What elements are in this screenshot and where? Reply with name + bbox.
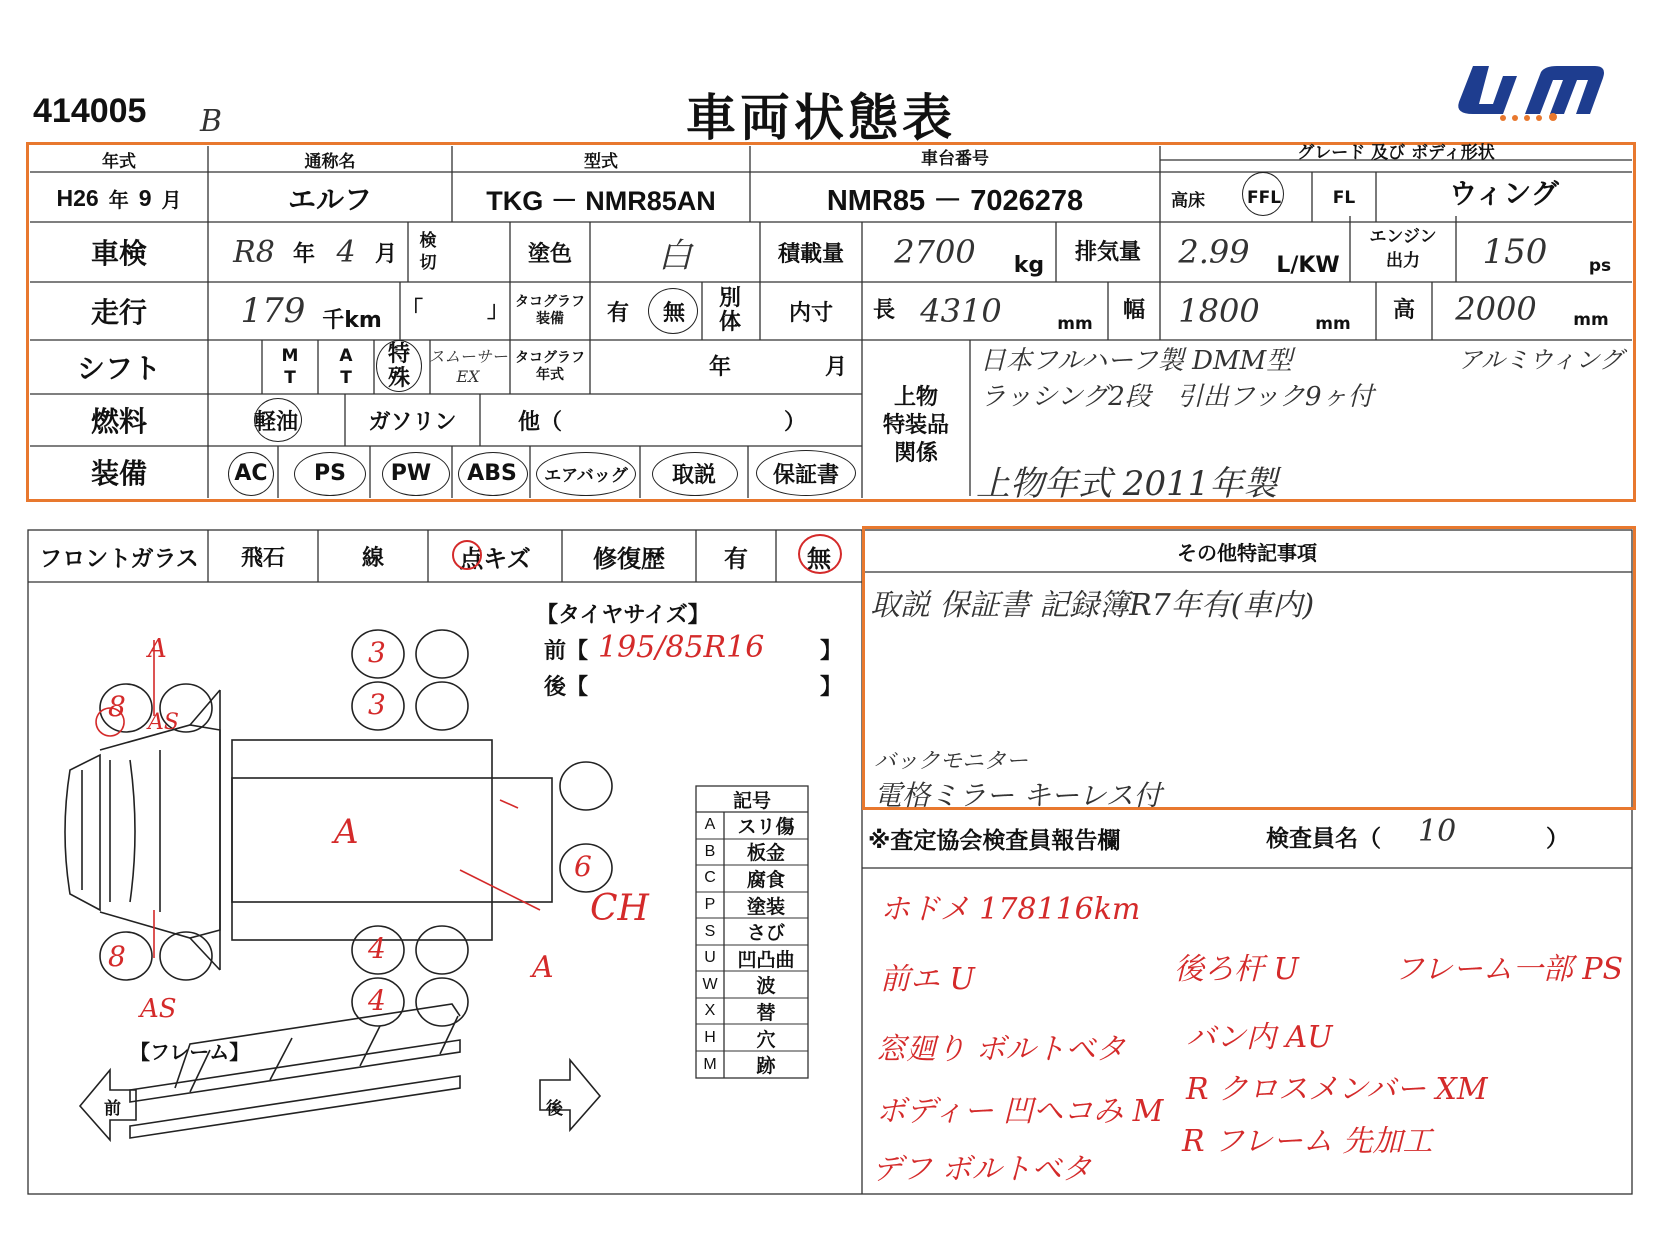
legend-code: M — [703, 1055, 717, 1073]
inspector-note-8: R クロスメンバー XM — [1186, 1072, 1488, 1107]
tacho-year-unit: 年 — [708, 354, 731, 380]
legend-code: P — [704, 896, 716, 914]
tire-front-close: 】 — [820, 639, 843, 664]
legend-meaning: さび — [746, 922, 785, 945]
glass-line: 線 — [361, 545, 384, 571]
inspector-report-title: ※査定協会検査員報告欄 — [868, 828, 1121, 854]
tire-front-hw: 195/85R16 — [598, 630, 765, 665]
document-number: 414005 — [33, 92, 147, 130]
tire-mark-3: 8 — [108, 690, 126, 723]
grade-ffl-circle — [1242, 172, 1284, 216]
legend-meaning: 腐食 — [746, 868, 785, 891]
equip-pw: PW — [390, 460, 432, 486]
inspector-note-9: デフ ボルトベタ — [872, 1152, 1092, 1187]
engine-output-hw: 150 — [1482, 232, 1548, 272]
inspector-note-2: 前エ U — [880, 962, 975, 997]
equip-abs: ABS — [467, 460, 517, 486]
tacho-has: 有 — [606, 300, 629, 326]
shift-special-hw: スムーサー EX — [428, 347, 508, 386]
frame-label: 【フレーム】 — [130, 1040, 250, 1064]
repair-history-no-mark — [798, 534, 842, 574]
shaken-month-hw: 4 — [336, 234, 356, 270]
paint-label: 塗色 — [527, 241, 572, 267]
inner-dim-label: 内寸 — [788, 300, 833, 326]
legend-code: C — [704, 869, 716, 887]
body-shape-value: ウィング — [1449, 177, 1559, 210]
notes-line3: 電格ミラー キーレス付 — [874, 779, 1162, 812]
shaken-expiry-label: 検 切 — [419, 231, 437, 273]
row-label-fuel: 燃料 — [90, 405, 147, 438]
inspector-note-odometer: ホドメ 178116km — [880, 892, 1141, 927]
inspector-note-3: 後ろ杆 U — [1174, 952, 1299, 987]
fuel-other: 他（ — [517, 409, 562, 435]
diagram-annotation-a-top: A — [148, 634, 167, 664]
equip-ac-circle — [228, 452, 274, 496]
notes-title: その他特記事項 — [1177, 540, 1317, 565]
inspector-name-hw: 10 — [1418, 814, 1457, 849]
legend-code: S — [704, 922, 716, 940]
glass-dot-scratch-circle — [452, 540, 482, 570]
grade-fl: FL — [1332, 188, 1356, 208]
tire-rear-close: 】 — [820, 675, 843, 700]
page-title: 車両状態表 — [686, 89, 956, 147]
equip-ps-circle — [294, 452, 366, 496]
upper-line3: 上物年式 2011年製 — [976, 464, 1278, 504]
equip-abs-circle — [458, 452, 528, 496]
fuel-diesel: 軽油 — [253, 409, 298, 435]
shift-special-circle — [376, 340, 422, 392]
equip-airbag-circle — [536, 452, 636, 496]
month-number: 9 — [138, 184, 152, 211]
inspector-note-4: フレーム一部 PS — [1394, 952, 1624, 987]
row-label-shift: シフト — [76, 352, 161, 385]
model-value: TKG － NMR85AN — [486, 185, 716, 216]
legend-meaning: 波 — [756, 975, 776, 998]
row-label-shaken: 車検 — [90, 237, 147, 270]
fuel-other-close: ） — [783, 409, 806, 435]
mileage-hw: 179 — [240, 291, 306, 331]
col-header-grade: グレード 及び ボディ形状 — [1297, 142, 1495, 163]
legend-code: H — [704, 1029, 716, 1047]
document-suffix: B — [200, 104, 223, 139]
legend-code: X — [704, 1002, 716, 1020]
bracket-close: 」 — [487, 297, 510, 323]
legend-code: A — [704, 816, 716, 834]
upper-line1b: アルミウィング — [1458, 346, 1624, 374]
length-label: 長 — [872, 297, 895, 323]
legend-meaning: スリ傷 — [737, 815, 795, 838]
frame-front-label: 前 — [104, 1099, 121, 1119]
engine-output-unit: ps — [1588, 256, 1612, 276]
fuel-diesel-circle — [254, 398, 302, 442]
tire-mark-1: 3 — [368, 636, 386, 669]
repair-history-no: 無 — [807, 544, 831, 573]
col-header-model: 型式 — [584, 151, 618, 172]
tire-rear-label: 後【 — [544, 675, 589, 700]
tire-mark-5: 8 — [108, 940, 126, 973]
row-label-mileage: 走行 — [90, 296, 147, 329]
bracket-open: 「 — [401, 297, 424, 323]
displacement-hw: 2.99 — [1178, 233, 1250, 271]
equip-warranty-circle — [756, 450, 856, 496]
length-hw: 4310 — [920, 292, 1002, 330]
equip-ac: AC — [234, 460, 268, 486]
equip-ps: PS — [314, 460, 346, 486]
shaken-year-unit: 年 — [292, 241, 315, 267]
repair-history-label: 修復歴 — [593, 544, 665, 573]
height-label: 高 — [1392, 297, 1415, 323]
paint-hw: 白 — [658, 235, 692, 276]
tire-mark-6: 4 — [368, 932, 386, 965]
col-header-chassis: 車台番号 — [921, 148, 989, 169]
diagram-annotation-ch: CH — [590, 888, 649, 929]
tacho-none: 無 — [662, 300, 685, 326]
grade-high-floor: 高床 — [1171, 190, 1205, 211]
notes-line1: 取説 保証書 記録簿R7年有(車内) — [870, 588, 1315, 623]
load-hw: 2700 — [894, 233, 976, 271]
frame-rear-label: 後 — [546, 1099, 563, 1119]
diagram-annotation-as-bottom: AS — [140, 994, 177, 1024]
equip-manual: 取説 — [671, 462, 716, 488]
inspector-note-10: R フレーム 先加工 — [1182, 1124, 1433, 1159]
equip-airbag: エアバッグ — [544, 465, 628, 486]
tacho-month-unit: 月 — [824, 354, 847, 380]
shift-mt: M T — [281, 346, 299, 388]
col-header-common-name: 通称名 — [304, 151, 356, 172]
upper-line1: 日本フルハーフ製 DMM型 — [980, 346, 1293, 376]
height-unit: mm — [1573, 310, 1609, 330]
width-hw: 1800 — [1178, 292, 1260, 330]
inspector-note-6: バン内 AU — [1186, 1020, 1333, 1055]
mileage-unit: 千km — [322, 307, 382, 333]
legend-code: W — [702, 975, 718, 993]
tire-size-title: 【タイヤサイズ】 — [536, 603, 710, 628]
chassis-value: NMR85 － 7026278 — [826, 184, 1084, 217]
displacement-unit: L/KW — [1276, 252, 1340, 278]
shift-special: 特 殊 — [387, 342, 410, 391]
inspector-name-label: 検査員名（ — [1266, 826, 1381, 852]
tire-mark-7: 4 — [368, 984, 386, 1017]
legend-meaning: 凹凸曲 — [737, 948, 795, 971]
legend-title: 記号 — [732, 789, 771, 812]
legend-meaning: 穴 — [756, 1028, 776, 1051]
common-name-value: エルフ — [287, 183, 372, 216]
tire-front-label: 前【 — [544, 639, 589, 664]
load-label: 積載量 — [777, 241, 844, 267]
row-label-equipment: 装備 — [90, 457, 147, 490]
diagram-annotation-a-rear: A — [532, 950, 554, 985]
repair-history-yes: 有 — [724, 544, 748, 573]
legend-code: B — [704, 842, 716, 860]
upper-line2: ラッシング2段 引出フック9ヶ付 — [980, 382, 1374, 412]
inspector-note-7: ボディー 凹ヘコみ M — [876, 1094, 1164, 1129]
upper-equipment-label: 上物 特装品 関係 — [882, 385, 949, 466]
width-label: 幅 — [1122, 297, 1145, 323]
tire-mark-2: 3 — [368, 688, 386, 721]
diagram-annotation-a-body: A — [334, 812, 359, 852]
year-value — [30, 176, 208, 220]
tacho-separate: 別 体 — [718, 286, 741, 335]
glass-chip: 飛石 — [240, 545, 285, 571]
equip-pw-circle — [382, 452, 450, 496]
legend-meaning: 塗装 — [746, 895, 785, 918]
notes-line2: バックモニター — [874, 749, 1029, 774]
diagram-annotation-as-top: AS — [148, 710, 179, 735]
length-unit: mm — [1057, 314, 1093, 334]
equip-manual-circle — [652, 452, 738, 496]
width-unit: mm — [1315, 314, 1351, 334]
legend-meaning: 跡 — [756, 1055, 776, 1078]
equip-warranty: 保証書 — [772, 462, 839, 488]
legend-code: U — [704, 949, 716, 967]
month-unit: 月 — [161, 189, 182, 212]
tacho-none-circle — [648, 288, 698, 334]
year-era: H26 — [56, 184, 99, 211]
height-hw: 2000 — [1455, 290, 1537, 328]
displacement-label: 排気量 — [1074, 239, 1141, 265]
tire-mark-4: 6 — [574, 850, 592, 883]
fuel-gasoline: ガソリン — [368, 409, 457, 435]
front-glass-label: フロントガラス — [39, 545, 199, 572]
inspector-name-close: ） — [1546, 826, 1569, 852]
shift-at: A T — [339, 346, 353, 388]
load-unit: kg — [1013, 252, 1045, 278]
shaken-year-hw: R8 — [233, 234, 275, 270]
legend-meaning: 替 — [756, 1001, 776, 1024]
year-unit: 年 — [108, 189, 129, 212]
col-header-year: 年式 — [102, 151, 136, 172]
shaken-month-unit: 月 — [374, 241, 397, 267]
tacho-equip-label: タコグラフ 装備 — [515, 294, 585, 327]
legend-meaning: 板金 — [746, 842, 785, 865]
glass-dot-scratch: 点キズ — [459, 544, 531, 573]
tacho-year-label: タコグラフ 年式 — [515, 350, 585, 383]
grade-ffl: FFL — [1246, 188, 1282, 208]
engine-output-label: エンジン 出力 — [1369, 227, 1437, 271]
inspector-note-5: 窓廻り ボルトベタ — [876, 1032, 1126, 1067]
